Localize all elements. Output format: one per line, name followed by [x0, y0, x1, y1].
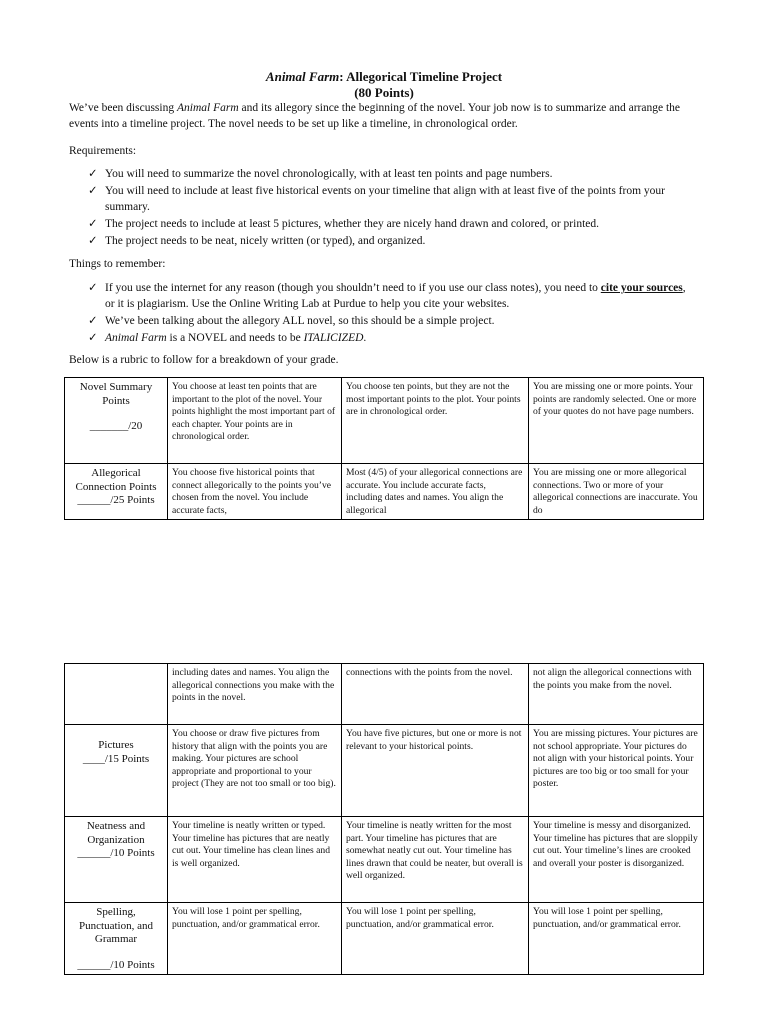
rubric-cell: connections with the points from the novel.: [342, 664, 529, 725]
page-title: Animal Farm: Allegorical Timeline Project: [265, 69, 503, 84]
rubric-row-allegorical-continued: [65, 664, 704, 725]
rubric-table-bottom: [64, 663, 704, 975]
rubric-label: Spelling, Punctuation, and Grammar ______/10 Points: [65, 903, 168, 975]
score-blank: ____/15 Points: [82, 752, 150, 765]
rubric-cell: Your timeline is neatly written for the most part. Your timeline has pictures that are somewhat neatly cut out. Your timeline has lines drawn that could be neater, but overall is well organized.: [342, 817, 529, 903]
checkmark-icon: ✓: [88, 168, 98, 180]
rubric-label: Allegorical Connection Points ______/25 Points: [65, 464, 168, 520]
rubric-cell: You will lose 1 point per spelling, punctuation, and/or grammatical error.: [529, 903, 704, 975]
requirement-item: ✓ You will need to summarize the novel chronologically, with at least ten points and page numbers.: [88, 168, 553, 180]
checkmark-icon: ✓: [88, 218, 98, 230]
rubric-cell: You are missing one or more allegorical connections. Two or more of your allegorical connections are inaccurate. You do: [529, 464, 704, 520]
rubric-cell: You are missing pictures. Your pictures are not school appropriate. Your pictures do not align with your historical points. Your pictures are too big or too small for your poster.: [529, 725, 704, 817]
score-blank: ______/10 Points: [77, 958, 155, 971]
rubric-row-allegorical: [65, 464, 704, 520]
rubric-cell: not align the allegorical connections with the points you make from the novel.: [529, 664, 704, 725]
rubric-cell: You choose five historical points that connect allegorically to the points you’ve chosen from the novel. You include accurate facts,: [168, 464, 342, 520]
remember-list: [88, 280, 698, 347]
rubric-row-neatness: [65, 817, 704, 903]
remember-item: ✓ We’ve been talking about the allegory ALL novel, so this should be a simple project.: [88, 315, 495, 327]
checkmark-icon: ✓: [88, 315, 98, 327]
page-subtitle-points: (80 Points): [354, 85, 414, 100]
requirement-item: ✓ You will need to include at least five historical events on your timeline that align with at least five of the points from your summary.: [88, 185, 665, 213]
requirements-heading: Requirements:: [69, 145, 137, 157]
rubric-cell: including dates and names. You align the allegorical connections you make with the points in the novel.: [168, 664, 342, 725]
checkmark-icon: ✓: [88, 332, 98, 344]
rubric-row-pictures: [65, 725, 704, 817]
rubric-label: Pictures ____/15 Points: [65, 725, 168, 817]
rubric-cell: Your timeline is messy and disorganized. Your timeline has pictures that are sloppily cut out. Your timeline’s lines are crooked and overall your poster is disorganized.: [529, 817, 704, 903]
score-blank: ______/10 Points: [77, 847, 155, 859]
checkmark-icon: ✓: [88, 235, 98, 247]
rubric-label-empty: [65, 664, 168, 725]
rubric-table-top: [64, 377, 704, 520]
checkmark-icon: ✓: [88, 282, 98, 294]
rubric-cell: You have five pictures, but one or more is not relevant to your historical points.: [342, 725, 529, 817]
rubric-cell: You will lose 1 point per spelling, punctuation, and/or grammatical error.: [342, 903, 529, 975]
checkmark-icon: ✓: [88, 185, 98, 197]
remember-item: ✓ Animal Farm is a NOVEL and needs to be ITALICIZED.: [88, 332, 367, 344]
rubric-cell: Most (4/5) of your allegorical connections are accurate. You include accurate facts, including dates and names. You align the allegorical: [342, 464, 529, 520]
rubric-cell: You are missing one or more points. Your points are randomly selected. One or more of your quotes do not have page numbers.: [529, 378, 704, 464]
rubric-cell: Your timeline is neatly written or typed. Your timeline has pictures that are neatly cut out. Your timeline has clean lines and is well organized.: [168, 817, 342, 903]
score-blank: ______/25 Points: [77, 494, 155, 506]
requirement-item: ✓ The project needs to include at least 5 pictures, whether they are nicely hand drawn and colored, or printed.: [88, 218, 599, 230]
rubric-intro: Below is a rubric to follow for a breakdown of your grade.: [69, 354, 339, 366]
remember-item: ✓ If you use the internet for any reason (though you shouldn’t need to if you use our class notes), you need to cite your sources, or it is plagiarism. Use the Online Writing Lab at Purdue to help you cite your websites.: [88, 282, 686, 310]
rubric-label: Neatness and Organization ______/10 Points: [65, 817, 168, 903]
cite-sources-emphasis: cite your sources: [600, 282, 683, 294]
rubric-label: Novel Summary Points _______/20: [65, 378, 168, 464]
rubric-cell: You will lose 1 point per spelling, punctuation, and/or grammatical error.: [168, 903, 342, 975]
remember-heading: Things to remember:: [69, 258, 166, 270]
rubric-row-spelling: [65, 903, 704, 975]
rubric-cell: You choose ten points, but they are not the most important points to the plot. Your points are in chronological order.: [342, 378, 529, 464]
intro-paragraph: We’ve been discussing Animal Farm and its allegory since the beginning of the novel. Your job now is to summarize and arrange the events into a timeline project. The novel needs to be set up like a timeline, in chronological order.: [69, 102, 681, 130]
requirements-list: [88, 166, 698, 250]
rubric-cell: You choose at least ten points that are important to the plot of the novel. Your points highlight the most important part of each chapter. Your points are in chronological order.: [168, 378, 342, 464]
requirement-item: ✓ The project needs to be neat, nicely written (or typed), and organized.: [88, 235, 426, 247]
rubric-cell: You choose or draw five pictures from history that align with the points you are making. Your pictures are school appropriate and proportional to your project (They are not too small or too big).: [168, 725, 342, 817]
score-blank: _______/20: [89, 420, 143, 432]
rubric-row-novel: [65, 378, 704, 464]
